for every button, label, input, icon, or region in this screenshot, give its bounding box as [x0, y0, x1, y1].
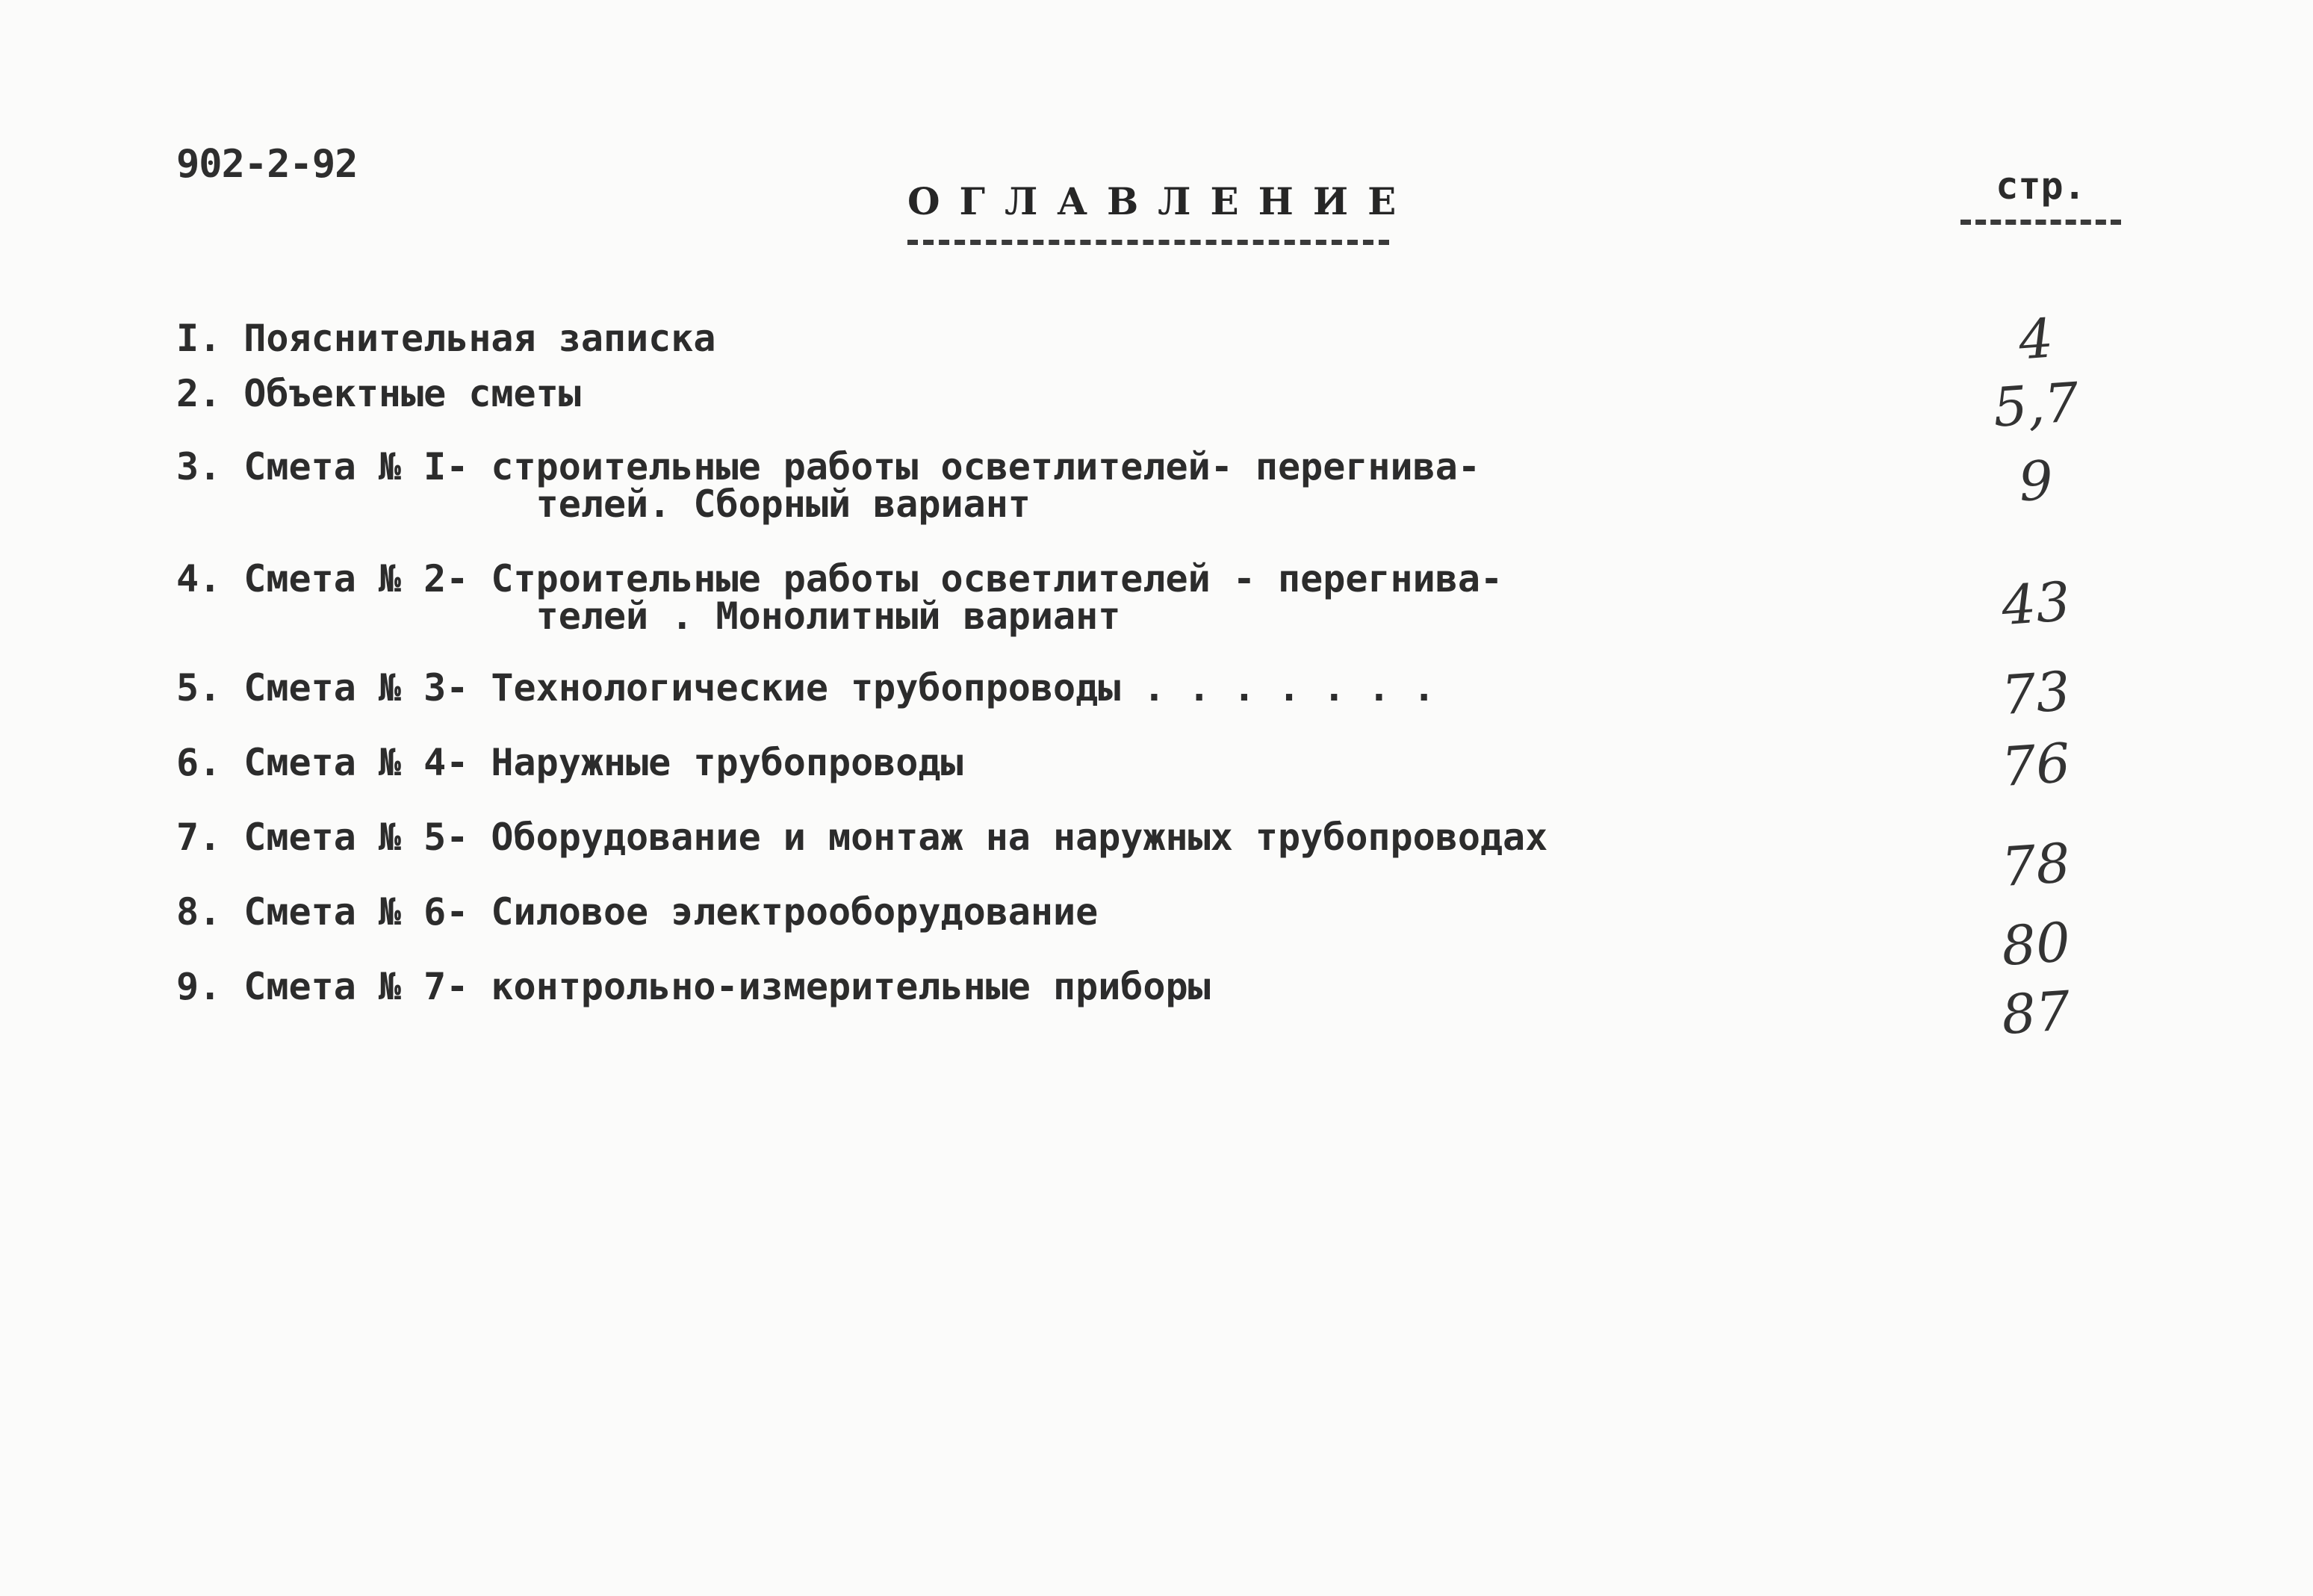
toc-entry-page: 9 [2016, 448, 2055, 514]
toc-entry-title: I. Пояснительная записка [176, 317, 716, 360]
toc-entry-title: 3. Смета № I- строительные работы осветлителей- перегнива- телей. Сборный вариант [176, 445, 1480, 526]
toc-entry-title: 8. Смета № 6- Силовое электрооборудование [176, 890, 1099, 934]
toc-entry-page: 4 [2016, 306, 2055, 372]
toc-entry-page: 43 [1999, 569, 2073, 638]
page-column-label: стр. [1960, 164, 2121, 225]
toc-entry-title: 2. Объектные сметы [176, 372, 581, 415]
toc-entry-title: 4. Смета № 2- Строительные работы осветлителей - перегнива- телей . Монолитный вариант [176, 557, 1503, 638]
page-title: ОГЛАВЛЕНИЕ [907, 179, 1389, 245]
toc-entry-page: 5,7 [1990, 370, 2081, 439]
toc-entry-page: 76 [1999, 730, 2073, 799]
toc-entry-title: 5. Смета № 3- Технологические трубопроводы . . . . . . . [176, 666, 1435, 709]
document-code: 902-2-92 [176, 142, 358, 187]
toc-entry-title: 7. Смета № 5- Оборудование и монтаж на наружных трубопроводах [176, 816, 1548, 859]
toc-entry-page: 80 [1999, 910, 2073, 978]
toc-entry-title: 9. Смета № 7- контрольно-измерительные приборы [176, 965, 1211, 1008]
toc-entry-title: 6. Смета № 4- Наружные трубопроводы [176, 741, 963, 784]
toc-entry-page: 78 [1999, 830, 2073, 899]
toc-entry-page: 87 [1999, 978, 2073, 1047]
toc-entry-page: 73 [1999, 659, 2073, 727]
